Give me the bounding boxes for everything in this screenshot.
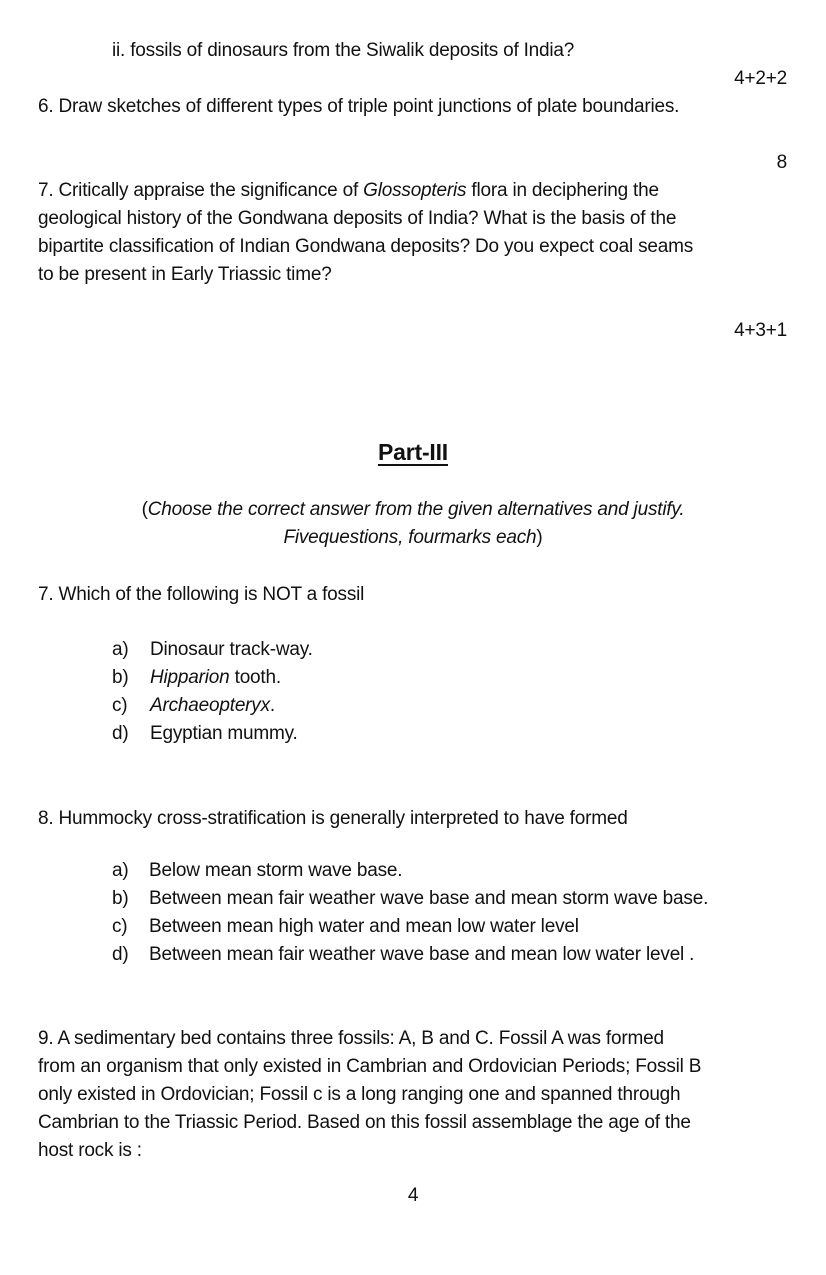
q7-line-2: geological history of the Gondwana deposits of India? What is the basis of the — [38, 208, 677, 229]
mcq9-line-1: 9. A sedimentary bed contains three fossils: A, B and C. Fossil A was formed — [38, 1028, 664, 1049]
mcq7-option-b — [150, 667, 281, 689]
q6-text: 6. Draw sketches of different types of triple point junctions of plate boundaries. — [38, 96, 680, 117]
mcq7-option-b-label: b) — [112, 667, 129, 688]
q6-marks: 8 — [776, 152, 787, 173]
mcq8-option-c-label: c) — [112, 916, 128, 937]
q7-line-1-suffix: flora in deciphering the — [466, 180, 659, 201]
q5-subpart-ii: ii. fossils of dinosaurs from the Siwalik deposits of India? — [112, 40, 575, 61]
part-heading — [0, 439, 826, 466]
instr-open-paren: ( — [141, 499, 148, 520]
mcq7-option-d-label: d) — [112, 723, 129, 744]
mcq7-option-c-text: . — [269, 695, 276, 716]
mcq7-option-a-label: a) — [112, 639, 129, 660]
mcq8-option-b-label: b) — [112, 888, 129, 909]
q7-line-4: to be present in Early Triassic time? — [38, 264, 332, 285]
mcq7-option-a: Dinosaur track-way. — [150, 639, 313, 660]
mcq7-option-c-label: c) — [112, 695, 128, 716]
q7-line-1-prefix: 7. Critically appraise the significance of — [38, 180, 364, 201]
mcq9-line-4: Cambrian to the Triassic Period. Based on this fossil assemblage the age of the — [38, 1112, 691, 1133]
mcq8-option-c: Between mean high water and mean low water level — [149, 916, 579, 937]
q7-line-3: bipartite classification of Indian Gondwana deposits? Do you expect coal seams — [38, 236, 694, 257]
mcq8-option-d-label: d) — [112, 944, 129, 965]
mcq8-option-d: Between mean fair weather wave base and mean low water level . — [149, 944, 695, 965]
instr-line-2: Fivequestions, fourmarks each — [283, 527, 537, 548]
mcq7-option-b-text: tooth. — [229, 667, 281, 688]
hipparion: Hipparion — [150, 667, 230, 688]
q7-marks: 4+3+1 — [734, 320, 787, 341]
page-number: 4 — [407, 1185, 419, 1206]
instr-close-paren: ) — [536, 527, 543, 548]
mcq9-line-2: from an organism that only existed in Cambrian and Ordovician Periods; Fossil B — [38, 1056, 702, 1077]
mcq9-line-3: only existed in Ordovician; Fossil c is a long ranging one and spanned through — [38, 1084, 681, 1105]
q5-marks: 4+2+2 — [734, 68, 787, 89]
mcq7-option-d: Egyptian mummy. — [150, 723, 298, 744]
mcq8-option-a: Below mean storm wave base. — [149, 860, 403, 881]
mcq9-line-5: host rock is : — [38, 1140, 142, 1161]
q7-line-1 — [38, 180, 659, 202]
part-instructions-line-2 — [0, 527, 826, 549]
mcq8-question: 8. Hummocky cross-stratification is generally interpreted to have formed — [38, 808, 628, 829]
mcq7-option-c — [150, 695, 275, 717]
q7-glossopteris: Glossopteris — [363, 180, 467, 201]
archaeopteryx: Archaeopteryx — [150, 695, 270, 716]
mcq7-question: 7. Which of the following is NOT a fossil — [38, 584, 365, 605]
part-instructions-line-1 — [0, 499, 826, 521]
part-title: Part-III — [378, 439, 448, 465]
mcq8-option-b: Between mean fair weather wave base and mean storm wave base. — [149, 888, 709, 909]
instr-line-1: Choose the correct answer from the given alternatives and justify. — [147, 499, 685, 520]
mcq8-option-a-label: a) — [112, 860, 129, 881]
